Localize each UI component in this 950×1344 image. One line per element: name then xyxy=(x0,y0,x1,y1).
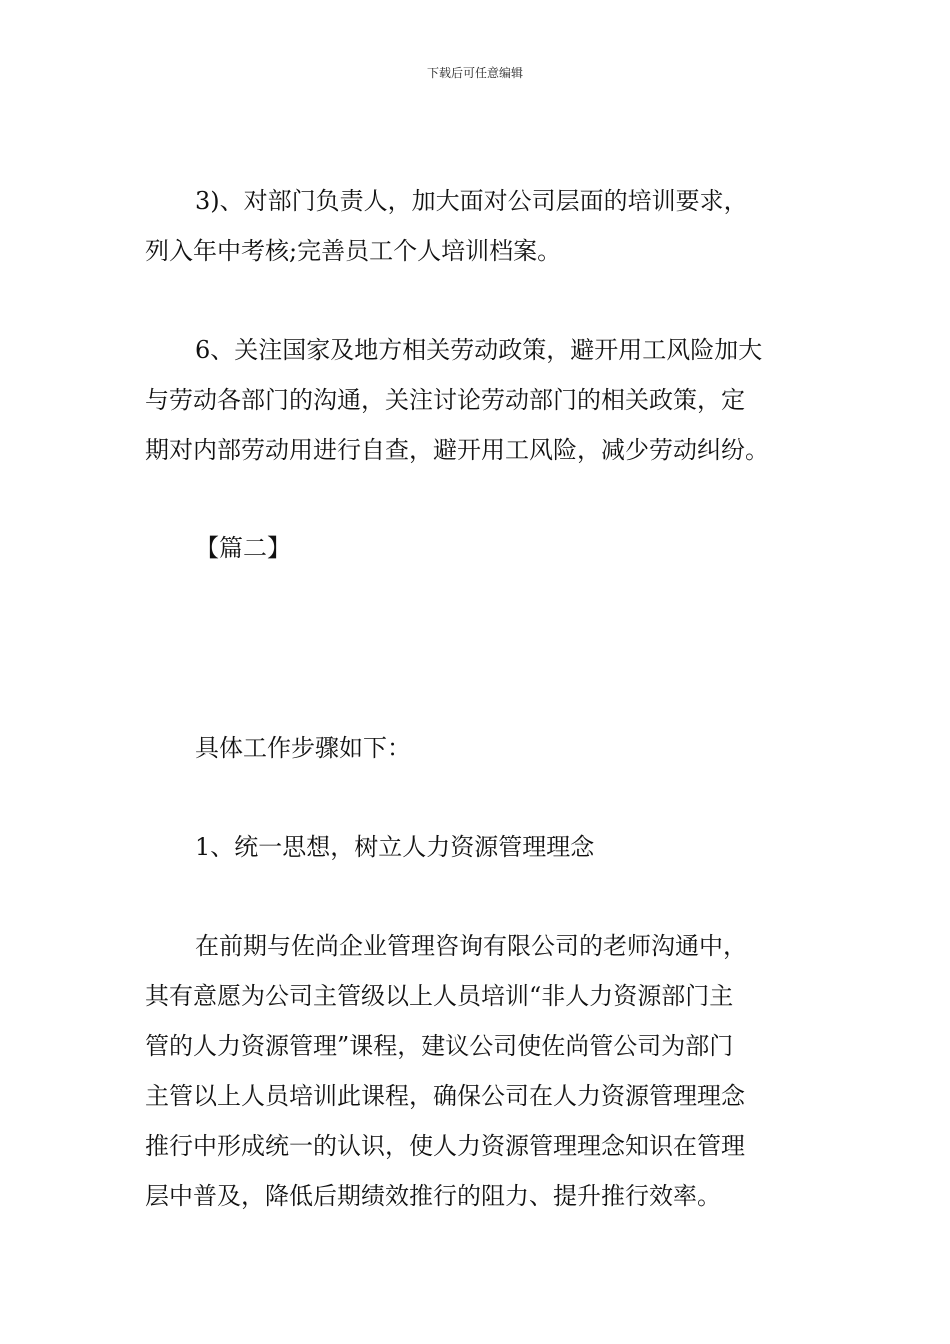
text-line: 在前期与佐尚企业管理咨询有限公司的老师沟通中， xyxy=(195,932,747,960)
section-title: 【篇二】 xyxy=(195,534,291,562)
text-line: 推行中形成统一的认识，使人力资源管理理念知识在管理 xyxy=(145,1132,745,1160)
text-line: 层中普及，降低后期绩效推行的阻力、提升推行效率。 xyxy=(145,1182,721,1210)
text-line: 其有意愿为公司主管级以上人员培训“非人力资源部门主 xyxy=(145,982,734,1010)
text-line: 管的人力资源管理”课程，建议公司使佐尚管公司为部门 xyxy=(145,1032,734,1060)
text-line: 与劳动各部门的沟通，关注讨论劳动部门的相关政策，定 xyxy=(145,386,745,414)
paragraph-labor-policy xyxy=(145,325,810,475)
text-line: 具体工作步骤如下： xyxy=(195,734,411,762)
text-line: 列入年中考核;完善员工个人培训档案。 xyxy=(145,237,562,265)
section-heading xyxy=(145,523,810,573)
text-line: 期对内部劳动用进行自查，避开用工风险，减少劳动纠纷。 xyxy=(145,436,769,464)
paragraph-steps-intro xyxy=(145,723,810,773)
text-line: 主管以上人员培训此课程，确保公司在人力资源管理理念 xyxy=(145,1082,745,1110)
paragraph-hr-concept xyxy=(145,921,810,1221)
paragraph-step-one-title xyxy=(145,822,810,872)
text-line: 3)、对部门负责人，加大面对公司层面的培训要求， xyxy=(195,187,748,215)
page-header: 下载后可任意编辑 xyxy=(426,66,523,80)
text-line: 6、关注国家及地方相关劳动政策，避开用工风险加大 xyxy=(195,336,763,364)
text-line: 1、统一思想，树立人力资源管理理念 xyxy=(195,833,595,861)
paragraph-training-requirement xyxy=(145,176,810,276)
